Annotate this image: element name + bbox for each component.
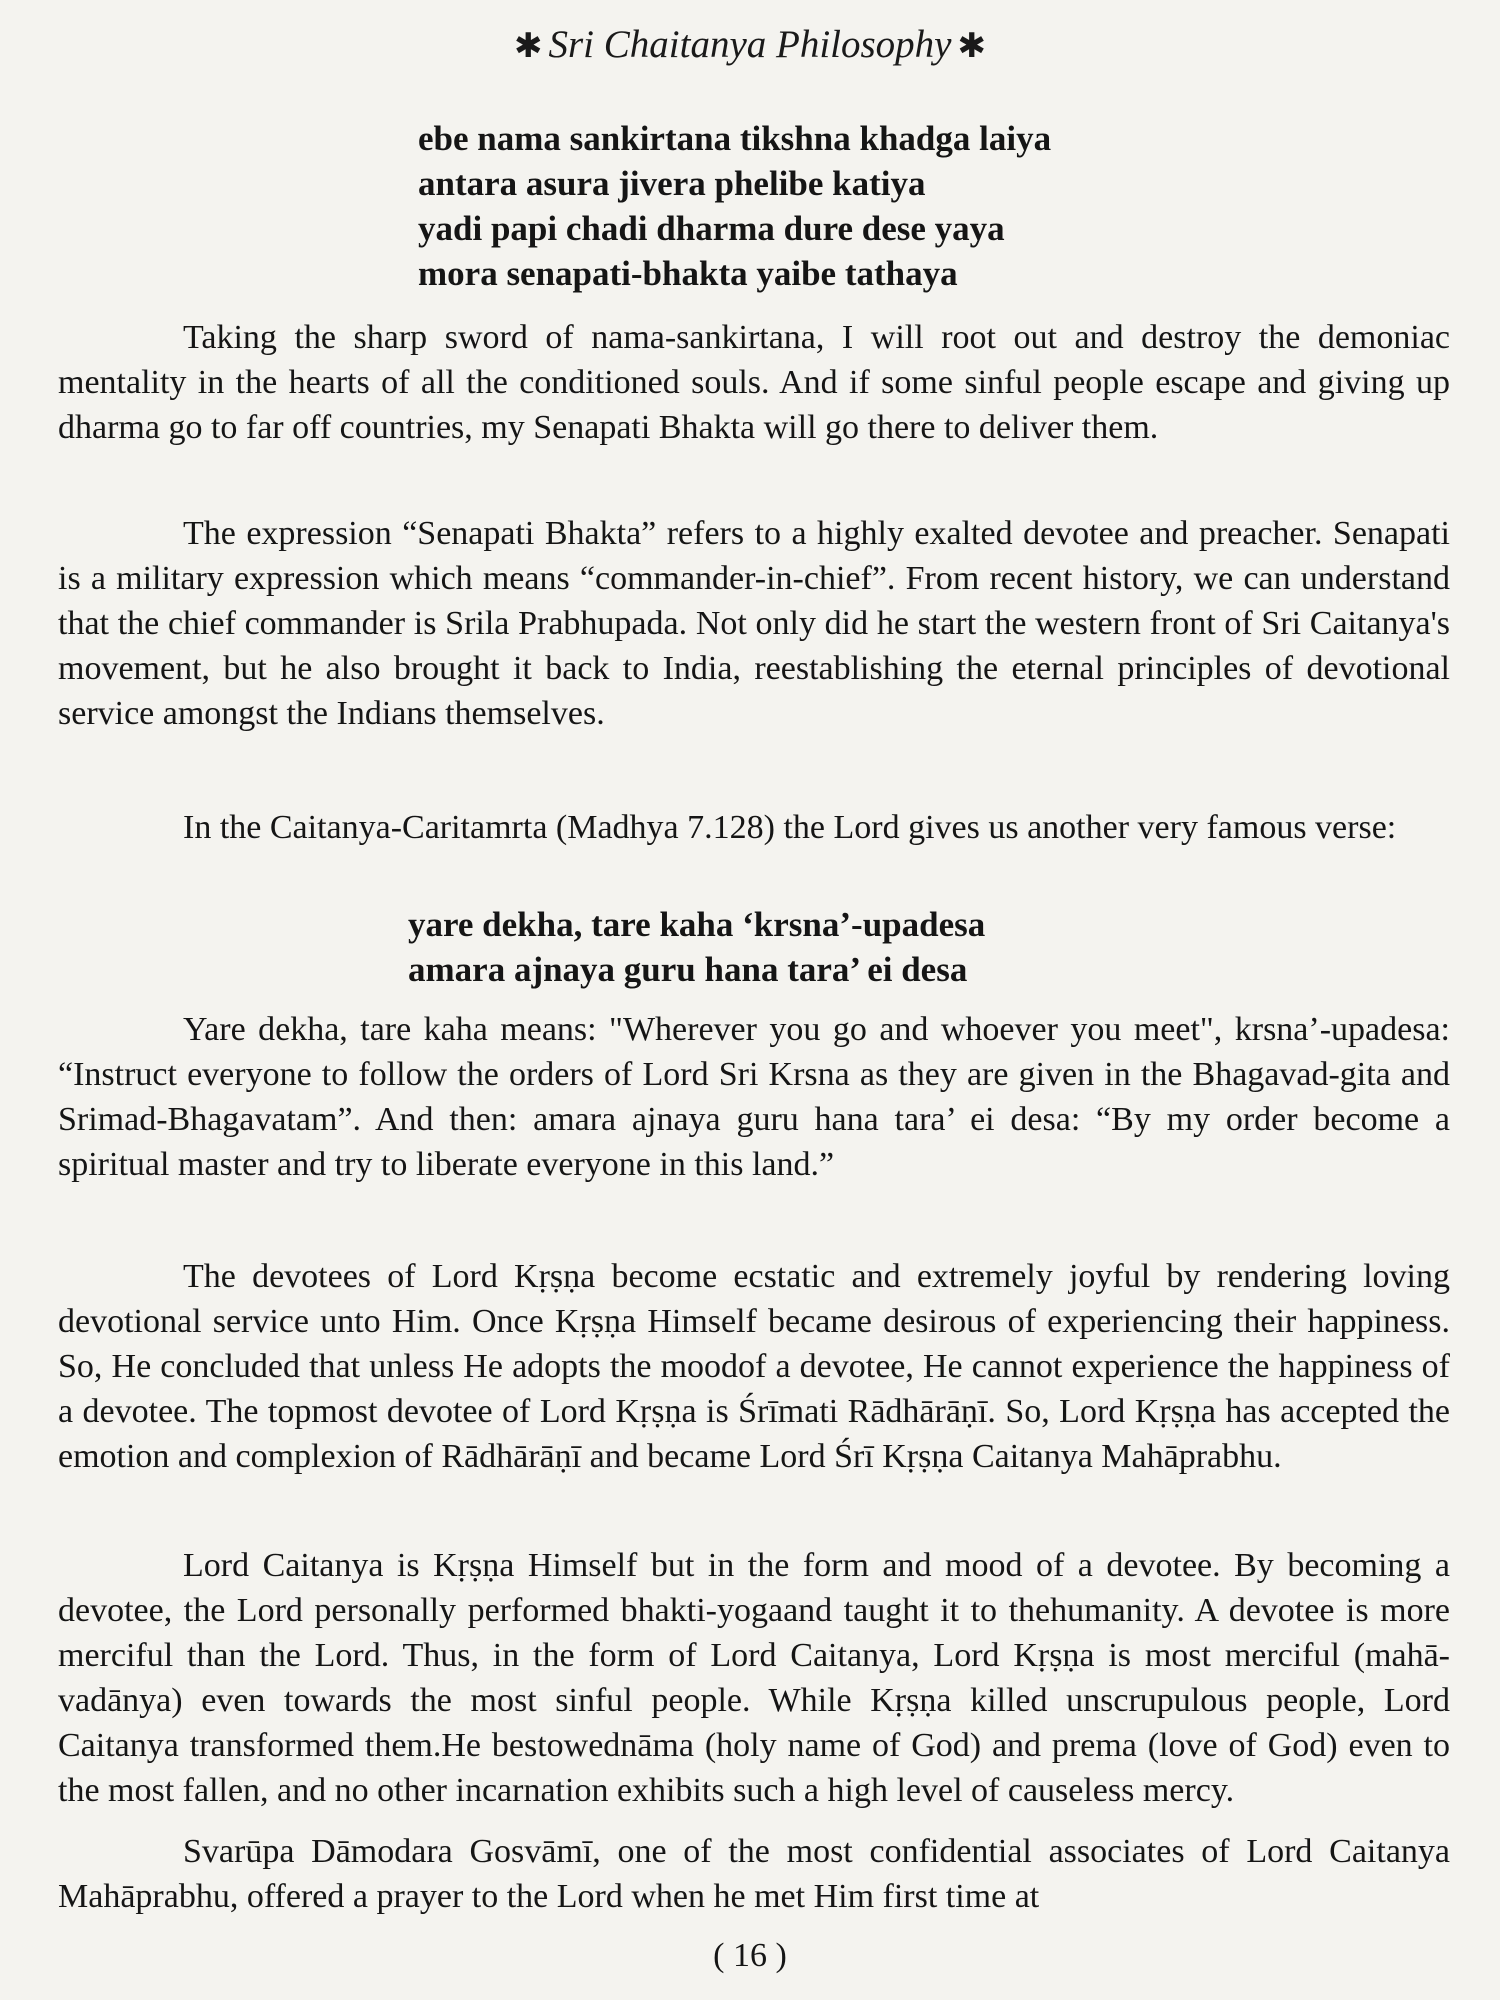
verse-line: yare dekha, tare kaha ‘krsna’-upadesa: [408, 905, 986, 944]
header-title: Sri Chaitanya Philosophy: [548, 23, 952, 66]
paragraph-verse-explanation: Yare dekha, tare kaha means: "Wherever you go and whoever you meet", krsna’-upadesa: “Instruct everyone to follow the orders of Lord Sri Krsna as they are given in the Bhagavad-gita and Srimad-Bhagavatam”. And then: amara ajnaya guru hana tara’ ei desa: “By my order become a spiritual master and try to liberate everyone in this land.”: [58, 1011, 1450, 1183]
paragraph-svarupa-damodara: Svarūpa Dāmodara Gosvāmī, one of the most confidential associates of Lord Caitanya Mahāprabhu, offered a prayer to the Lord when he met Him first time at: [58, 1833, 1450, 1915]
verse-line: amara ajnaya guru hana tara’ ei desa: [408, 950, 968, 989]
verse-line: yadi papi chadi dharma dure dese yaya: [418, 209, 1005, 248]
paragraph-translation: Taking the sharp sword of nama-sankirtana, I will root out and destroy the demoniac mentality in the hearts of all the conditioned souls. And if some sinful people escape and giving up dharma go to far off countries, my Senapati Bhakta will go there to deliver them.: [58, 319, 1450, 446]
paragraph-senapati-bhakta: The expression “Senapati Bhakta” refers to a highly exalted devotee and preacher. Senapati is a military expression which means “commander-in-chief”. From recent history, we can understand that the chief commander is Srila Prabhupada. Not only did he start the western front of Sri Caitanya's movement, but he also brought it back to India, reestablishing the eternal principles of devotional service amongst the Indians themselves.: [58, 515, 1450, 732]
page-number: ( 16 ): [713, 1937, 787, 1974]
verse-block-2: [408, 902, 985, 992]
paragraph-lord-caitanya: Lord Caitanya is Kṛṣṇa Himself but in the form and mood of a devotee. By becoming a devotee, the Lord personally performed bhakti-yogaand taught it to thehumanity. A devotee is more merciful than the Lord. Thus, in the form of Lord Caitanya, Lord Kṛṣṇa is most merciful (mahā-vadānya) even towards the most sinful people. While Kṛṣṇa killed unscrupulous people, Lord Caitanya transformed them.He bestowednāma (holy name of God) and prema (love of God) even to the most fallen, and no other incarnation exhibits such a high level of causeless mercy.: [58, 1547, 1450, 1809]
verse-line: ebe nama sankirtana tikshna khadga laiya: [418, 119, 1052, 158]
asterisk-ornament-right: ✱: [957, 28, 986, 65]
verse-line: antara asura jivera phelibe katiya: [418, 164, 926, 203]
verse-block-1: [418, 116, 1051, 296]
paragraph-devotees-of-krsna: The devotees of Lord Kṛṣṇa become ecstatic and extremely joyful by rendering loving devotional service unto Him. Once Kṛṣṇa Himself became desirous of experiencing their happiness. So, He concluded that unless He adopts the moodof a devotee, He cannot experience the happiness of a devotee. The topmost devotee of Lord Kṛṣṇa is Śrīmati Rādhārāṇī. So, Lord Kṛṣṇa has accepted the emotion and complexion of Rādhārāṇī and became Lord Śrī Kṛṣṇa Caitanya Mahāprabhu.: [58, 1258, 1450, 1475]
running-header: [0, 22, 1500, 67]
verse-line: mora senapati-bhakta yaibe tathaya: [418, 254, 958, 293]
asterisk-ornament-left: ✱: [514, 28, 543, 65]
paragraph-verse-intro: In the Caitanya-Caritamrta (Madhya 7.128) the Lord gives us another very famous verse:: [183, 809, 1397, 846]
